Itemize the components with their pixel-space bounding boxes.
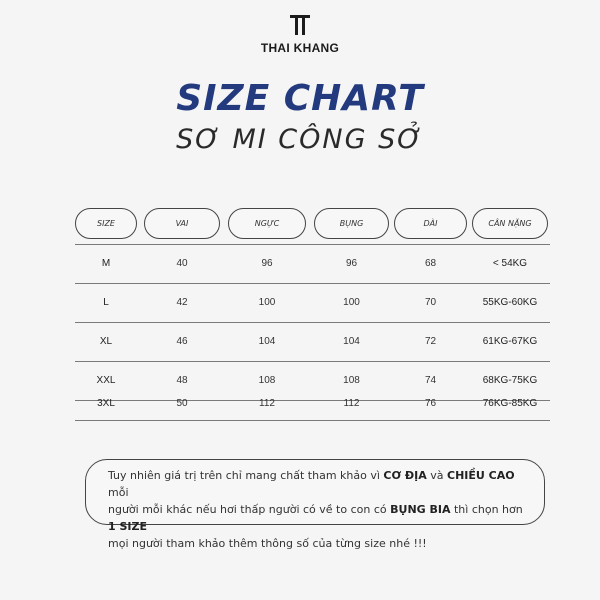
brand-logo [0,14,600,55]
cell-nguc: 96 [261,258,273,269]
cell-size: M [101,258,111,269]
note-box [85,459,545,550]
note-emphasis: BỤNG BIA [390,503,451,516]
table-row [75,244,550,283]
cell-nguc: 104 [258,336,276,347]
cell-can-nang: 55KG-60KG [482,297,538,308]
note-text: và [426,469,448,482]
note-text: Tuy nhiên giá trị trên chỉ mang chất tham khảo vì [108,469,384,482]
cell-can-nang: 76KG-85KG [482,398,538,409]
cell-bung: 108 [343,375,360,386]
brand-mark-icon [287,14,313,36]
table-row [75,283,550,322]
table-row [75,322,550,361]
note-line-2 [108,501,530,535]
cell-dai: 76 [424,398,437,409]
header-size: SIZE [75,208,137,239]
cell-bung: 112 [343,398,360,409]
cell-nguc: 100 [258,297,276,308]
cell-dai: 72 [424,336,437,347]
cell-vai: 48 [176,375,188,386]
note-emphasis: 1 SIZE [108,520,147,533]
brand-name: THAI KHANG [260,41,340,55]
header-bung: BỤNG [314,208,389,239]
page-subtitle: SƠ MI CÔNG SỞ [176,124,424,155]
cell-dai: 74 [424,375,437,386]
cell-size: XXL [96,375,116,386]
cell-size: L [103,297,109,308]
cell-vai: 42 [176,297,188,308]
note-emphasis: CHIỀU CAO [447,469,515,482]
cell-nguc: 112 [259,398,275,409]
cell-vai: 46 [176,336,188,347]
header-dai: DÀI [394,208,467,239]
table-row [75,384,550,423]
page-title: SIZE CHART [176,78,424,119]
cell-can-nang: < 54KG [492,258,528,269]
note-text: người mỗi khác nếu hơi thấp người có về to con có [108,503,391,516]
cell-can-nang: 68KG-75KG [482,375,538,386]
cell-bung: 104 [343,336,360,347]
cell-bung: 100 [343,297,360,308]
note-text: thì chọn hơn [450,503,523,516]
note-text: mỗi [108,486,129,499]
cell-dai: 70 [424,297,437,308]
cell-size: XL [99,336,113,347]
cell-can-nang: 61KG-67KG [482,336,538,347]
row-divider [75,420,550,421]
cell-size: 3XL [97,398,115,409]
header-nguc: NGỰC [228,208,306,239]
note-line-1 [108,467,530,501]
cell-dai: 68 [424,258,437,269]
note-emphasis: CƠ ĐỊA [383,469,427,482]
cell-nguc: 108 [258,375,276,386]
cell-vai: 40 [176,258,188,269]
cell-vai: 50 [176,398,188,409]
header-vai: VAI [144,208,220,239]
cell-bung: 96 [345,258,358,269]
header-can-nang: CÂN NẶNG [472,208,548,239]
note-line-3: mọi người tham khảo thêm thông số của từng size nhé !!! [108,537,427,550]
